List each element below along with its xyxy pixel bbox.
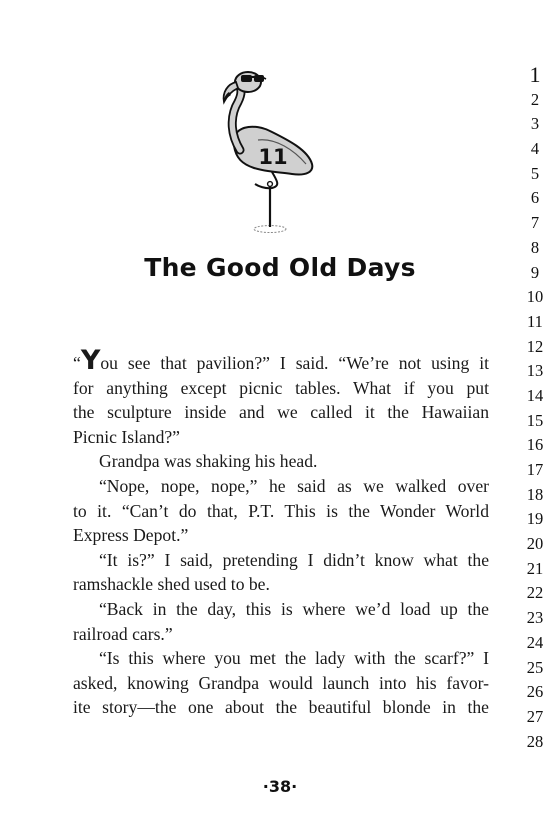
text-line: Grandpa was shaking his head.	[99, 451, 318, 472]
text-line: for anything except picnic tables. What if you put	[73, 377, 489, 398]
text-line-content: ou see that pavilion?” I said. “We’re not using it	[100, 353, 489, 373]
line-number: 3	[530, 114, 540, 134]
line-number: 28	[526, 731, 544, 751]
text-line: “Back in the day, this is where we’d load up the	[99, 598, 489, 619]
line-number: 10	[526, 287, 544, 307]
line-number: 13	[526, 361, 544, 381]
line-number: 17	[526, 460, 544, 479]
flamingo-with-sunglasses-icon	[210, 64, 320, 238]
line-number: 4	[530, 139, 540, 159]
chapter-title: The Good Old Days	[144, 253, 416, 282]
text-line	[73, 345, 489, 376]
line-number: 8	[530, 237, 540, 257]
text-line: asked, knowing Grandpa would launch into his favor-	[73, 672, 489, 693]
page-number: ·38·	[262, 777, 298, 796]
line-number: 2	[530, 89, 540, 109]
text-line: “It is?” I said, pretending I didn’t know what the	[99, 549, 489, 570]
line-number: 7	[530, 213, 540, 233]
body-text	[73, 345, 489, 720]
text-line: ite story—the one about the beautiful blonde in the	[73, 697, 489, 718]
line-number: 16	[526, 435, 544, 455]
line-number: 23	[526, 608, 544, 628]
line-number: 18	[526, 484, 544, 504]
text-line: Picnic Island?”	[73, 426, 180, 447]
text-line: ramshackle shed used to be.	[73, 574, 270, 595]
line-number: 27	[526, 706, 544, 726]
opening-quote: “	[73, 353, 81, 373]
line-number: 24	[526, 632, 544, 652]
line-number: 25	[526, 657, 544, 677]
chapter-number: 11	[258, 145, 288, 169]
text-line: the sculpture inside and we called it the Hawaiian	[73, 402, 489, 423]
text-line: railroad cars.”	[73, 623, 173, 644]
line-number: 9	[530, 262, 540, 282]
line-number: 19	[526, 509, 544, 529]
line-number: 1	[529, 62, 541, 87]
line-number: 6	[530, 188, 540, 208]
line-number: 26	[526, 682, 544, 702]
flamingo-illustration	[210, 64, 320, 238]
text-line: Express Depot.”	[73, 525, 189, 546]
line-number: 21	[526, 558, 544, 578]
drop-cap: Y	[80, 345, 101, 376]
line-number: 14	[526, 385, 544, 405]
line-number: 5	[530, 163, 540, 183]
line-number: 20	[526, 534, 544, 554]
text-line: “Is this where you met the lady with the scarf?” I	[99, 648, 489, 669]
line-number: 12	[526, 336, 544, 356]
line-number: 22	[526, 583, 544, 603]
line-number: 11	[527, 311, 543, 331]
text-line: “Nope, nope, nope,” he said as we walked over	[99, 475, 489, 496]
line-number: 15	[526, 410, 544, 430]
line-number-gutter	[515, 63, 555, 754]
text-line: to it. “Can’t do that, P.T. This is the Wonder World	[73, 500, 489, 521]
